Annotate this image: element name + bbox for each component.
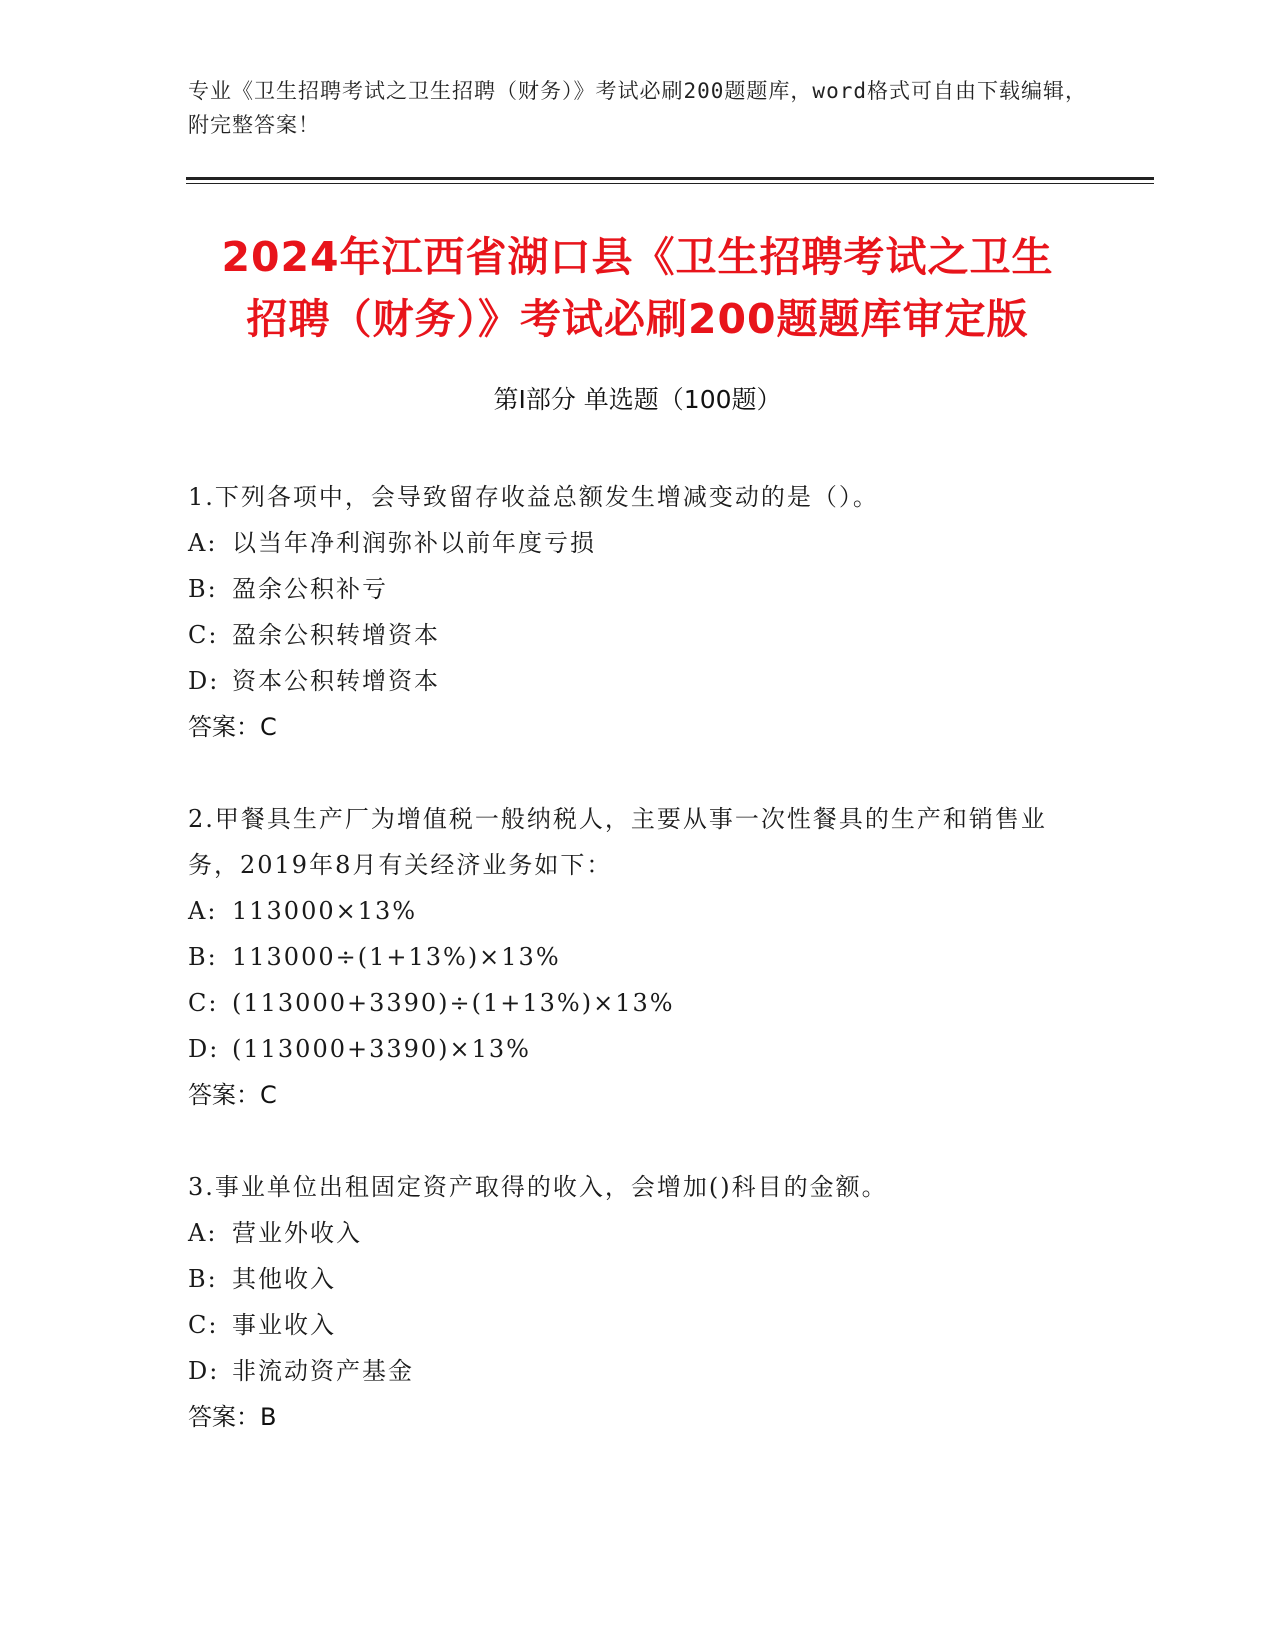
- question-stem: 1.下列各项中，会导致留存收益总额发生增减变动的是（）。: [188, 483, 879, 511]
- option-text: 资本公积转增资本: [232, 667, 440, 695]
- option-key: C:: [188, 1311, 219, 1339]
- option-d: [188, 1026, 1088, 1072]
- option-text: (113000+3390)÷(1+13%)×13%: [232, 989, 675, 1017]
- option-text: 113000×13%: [232, 897, 418, 925]
- option-key: D:: [188, 667, 220, 695]
- option-key: B:: [188, 943, 218, 971]
- option-text: 非流动资产基金: [232, 1357, 414, 1385]
- option-key: B:: [188, 1265, 218, 1293]
- title-line-1: 2024年江西省湖口县《卫生招聘考试之卫生: [221, 233, 1054, 281]
- option-text: 其他收入: [232, 1265, 336, 1293]
- option-c: [188, 612, 1088, 658]
- section-heading: 第I部分 单选题（100题）: [493, 385, 782, 414]
- document-title: [140, 226, 1135, 350]
- option-text: 事业收入: [232, 1311, 336, 1339]
- option-key: B:: [188, 575, 218, 603]
- answer-line: 答案：C: [188, 713, 277, 741]
- option-key: C:: [188, 989, 219, 1017]
- answer-line: 答案：B: [188, 1403, 277, 1431]
- option-text: 113000÷(1+13%)×13%: [232, 943, 561, 971]
- question-3: [188, 1164, 1088, 1440]
- question-stem: 2.甲餐具生产厂为增值税一般纳税人，主要从事一次性餐具的生产和销售业务，2019年8月有关经济业务如下：: [188, 805, 1047, 879]
- option-key: A:: [188, 897, 218, 925]
- option-a: [188, 1210, 1088, 1256]
- header-note: 专业《卫生招聘考试之卫生招聘（财务）》考试必刷200题题库，word格式可自由下载编辑，附完整答案！: [188, 79, 1087, 137]
- option-c: [188, 1302, 1088, 1348]
- option-c: [188, 980, 1088, 1026]
- option-d: [188, 1348, 1088, 1394]
- header-rule-thick: [186, 177, 1154, 180]
- option-text: 营业外收入: [232, 1219, 362, 1247]
- header-rule-thin: [186, 183, 1154, 184]
- option-text: (113000+3390)×13%: [232, 1035, 531, 1063]
- option-b: [188, 934, 1088, 980]
- question-stem: 3.事业单位出租固定资产取得的收入，会增加()科目的金额。: [188, 1173, 888, 1201]
- option-b: [188, 566, 1088, 612]
- option-key: C:: [188, 621, 219, 649]
- option-key: D:: [188, 1357, 220, 1385]
- question-1: [188, 474, 1088, 750]
- question-2: [188, 796, 1088, 1118]
- option-key: D:: [188, 1035, 220, 1063]
- question-list: [188, 474, 1088, 1486]
- answer-line: 答案：C: [188, 1081, 277, 1109]
- option-key: A:: [188, 1219, 218, 1247]
- option-b: [188, 1256, 1088, 1302]
- option-d: [188, 658, 1088, 704]
- option-text: 以当年净利润弥补以前年度亏损: [232, 529, 596, 557]
- option-a: [188, 888, 1088, 934]
- option-key: A:: [188, 529, 218, 557]
- option-text: 盈余公积补亏: [232, 575, 388, 603]
- title-line-2: 招聘（财务）》考试必刷200题题库审定版: [246, 295, 1029, 343]
- option-a: [188, 520, 1088, 566]
- option-text: 盈余公积转增资本: [232, 621, 440, 649]
